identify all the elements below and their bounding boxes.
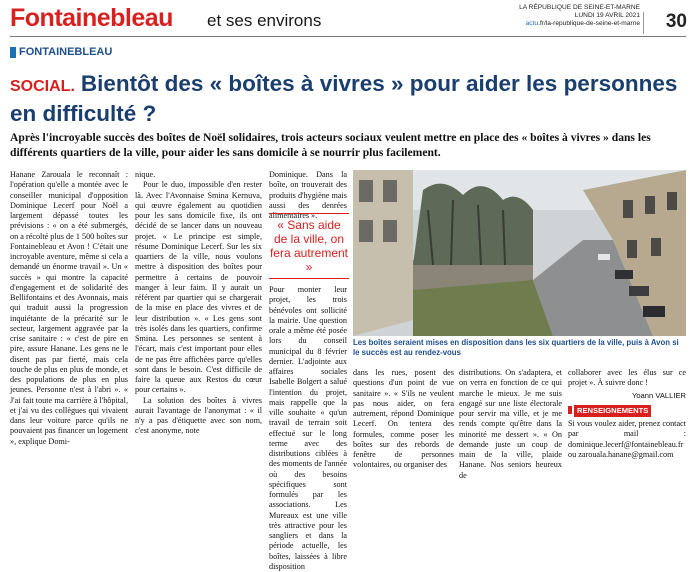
article-column-1 xyxy=(10,170,128,447)
page-number: 30 xyxy=(665,11,687,32)
info-label: RENSEIGNEMENTS xyxy=(574,405,651,417)
column-6-text: collaborer avec les élus sur ce projet ». À suivre donc ! xyxy=(568,368,686,388)
column-2-para-1: nique. xyxy=(135,170,156,179)
paper-site[interactable] xyxy=(519,20,640,28)
street-photo-drawing xyxy=(353,170,686,336)
site-url: .fr/la-republique-de-seine-et-marne xyxy=(538,20,640,27)
article-column-6 xyxy=(568,368,686,460)
headline-text: Bientôt des « boîtes à vivres » pour aider les personnes en difficulté ? xyxy=(10,71,678,126)
section-square-icon xyxy=(10,47,16,58)
pull-quote: « Sans aide de la ville, on fera autrement » xyxy=(269,213,349,279)
header-separator xyxy=(643,12,644,34)
article-column-2 xyxy=(135,170,262,437)
article-lead: Après l'incroyable succès des boîtes de Noël solidaires, trois acteurs sociaux veulent mettre en place des « boîtes à vivres » dans les différents quartiers de la ville, pour aider les sans domicile à se nourrir plus facilement. xyxy=(10,131,651,159)
page-title: Fontainebleau xyxy=(10,4,173,32)
photo-caption: Les boîtes seraient mises en disposition dans les six quartiers de la ville, puis à Avon si le succès est au rendez-vous xyxy=(353,338,679,357)
column-1-text: Hanane Zarouala le reconnaît : l'opération qu'elle a montée avec le conseiller municipal d'opposition Dominique Lecerf pour Noël a largement dépassé toutes les prévisions : « on a été submergés, on a récolté plus de 1 500 boîtes sur Fontainebleau et Avon ! C'était une incroyable aventure, même si cela a demandé un énorme travail ». Un « succès » qui montre la capacité d'engagement et de solidarité des Bellifontains et des Avonnais, mais qui traduit aussi la progression inquiétante de la précarité sur le secteur, largement aggravée par la crise sanitaire : « c'est de pire en pire, assure Hanane. Les gens ne le disent pas par fierté, mais cela touche de plus en plus de monde, et des populations de plus en plus jeunes. Personne n'est à l'abri ». « J'ai fait toute ma carrière à l'hôpital, et j'ai vu des collègues qui vivaient dans leur voiture parce qu'ils ne pouvaient pas financer un logement », explique Domi- xyxy=(10,170,128,446)
article-column-3: Dominique. Dans la boîte, on trouverait des produits d'hygiène mais aussi des denrées alimentaires ». xyxy=(269,170,347,220)
column-2-para-3: La solution des boîtes à vivres aurait l'avantage de l'anonymat : « il n'y a pas d'étiquette avec son nom, c'est anonyme, note xyxy=(135,395,262,436)
paper-info xyxy=(519,4,640,28)
section-text: FONTAINEBLEAU xyxy=(19,46,113,58)
page-subtitle: et ses environs xyxy=(207,11,322,30)
article-column-4: dans les rues, posent des questions d'un point de vue sanitaire ». « S'ils ne veulent pas nous aider, on fera autrement, répond Dominique Lecerf. On tentera des formules, comme poser les boîtes sur des rebords de fenêtre de personnes volontaires, ou organiser des xyxy=(353,368,454,470)
info-square-icon xyxy=(568,406,572,414)
info-box xyxy=(568,401,686,417)
street-photo xyxy=(353,170,686,336)
info-text: Si vous voulez aider, prenez contact par mail : dominique.lecerf@fontainebleau.fr ou zarouala.hanane@gmail.com xyxy=(568,419,686,459)
column-2-para-2: Pour le duo, impossible d'en rester là. Avec l'Avonnaise Smina Kernuva, qui œuvre également au quotidien pour les sans domicile fixe, ils ont décidé de se lancer dans un nouveau projet. « Le principe est simple, résume Dominique Lecerf. Sur les six quartiers de la ville, nous voulons mettre à disposition des boîtes pour permettre à certains de pouvoir manger à leur faim. Il y aurait un référent par quartier qui se chargerait de la mise en place des vivres et de leur distribution ». « Les gens sont très isolés dans les quartiers, confirme Smina. Les personnes se sentent à l'écart, mais c'est important pour elles de ne pas être affichées parce qu'elles sont dans le besoin. C'est difficile de faire la queue aux Restos du cœur pour certains ». xyxy=(135,180,262,395)
site-prefix: actu xyxy=(525,20,539,27)
article-column-5: distributions. On s'adaptera, et on verra en fonction de ce qui marche le mieux. Je me suis engagé sur une liste électorale pour servir ma ville, et je me rends compte qu'être dans la minorité me dessert ». « On demande juste un coup de main de la ville, plaide Hanane. Nos seniors heureux de xyxy=(459,368,562,480)
article-column-3-continued: Pour monter leur projet, les trois bénévoles ont sollicité la mairie. Une question orale a même été posée lors du conseil municipal du 8 février dernier. L'adjointe aux affaires sociales Isabelle Bolgert a salué l'intention du projet, mais rappelle que la ville souhaite « qu'un travail de terrain soit effectué sur le long terme avec des distributions ciblées à des moments de l'année où des besoins spécifiques sont formulés par les associations. Les Mureaux est une ville très attractive pour les sangliers et dans la période actuelle, les boîtes, laissées à libre disposition xyxy=(269,285,347,571)
section-label xyxy=(10,46,112,58)
header-rule xyxy=(10,36,686,37)
paper-name: LA RÉPUBLIQUE DE SEINE-ET-MARNE xyxy=(519,4,640,11)
headline-kicker: SOCIAL. xyxy=(10,78,75,95)
paper-date: LUNDI 19 AVRIL 2021 xyxy=(574,12,640,19)
article-headline xyxy=(10,70,686,127)
author-byline: Yoann VALLIER xyxy=(631,390,686,400)
